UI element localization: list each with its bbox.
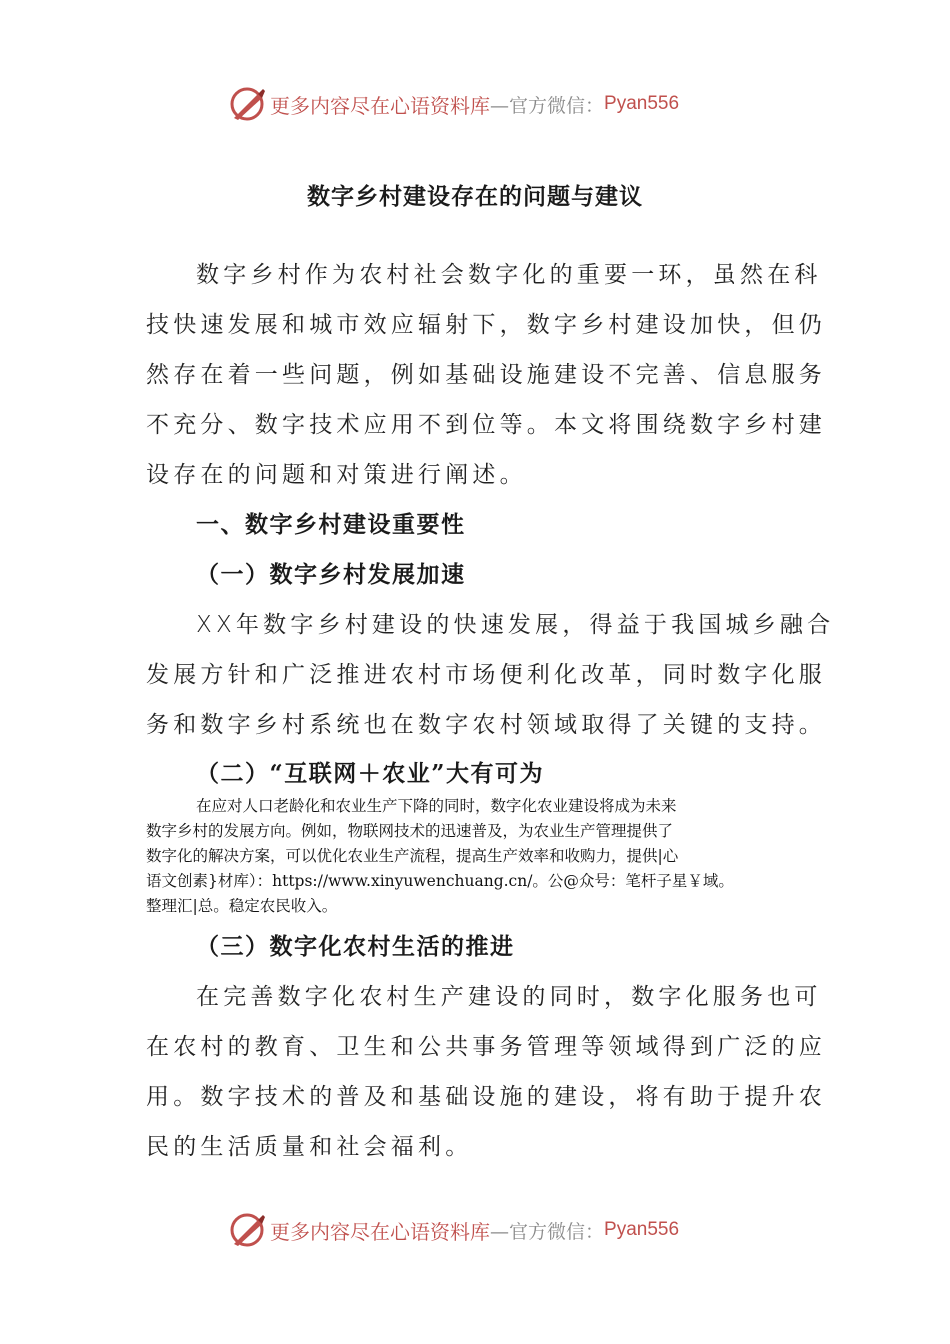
paragraph-line: 然存在着一些问题，例如基础设施建设不完善、信息服务	[146, 362, 826, 388]
banner-main-text: 更多内容尽在心语资料库	[270, 93, 490, 118]
paragraph-line: 在完善数字化农村生产建设的同时，数字化服务也可	[196, 984, 822, 1010]
paragraph-line: 数字乡村的发展方向。例如，物联网技术的迅速普及，为农业生产管理提供了	[146, 822, 674, 840]
paragraph-line: 务和数字乡村系统也在数字农村领域取得了关键的支持。	[146, 712, 826, 738]
paragraph-line: 整理汇|总。稳定农民收入。	[146, 897, 338, 915]
page-title: 数字乡村建设存在的问题与建议	[307, 183, 643, 210]
paragraph-line: 民的生活质量和社会福利。	[146, 1134, 473, 1160]
paragraph-line: XX年数字乡村建设的快速发展，得益于我国城乡融合	[196, 612, 835, 638]
header-banner	[228, 84, 748, 124]
paragraph-line: 数字化的解决方案，可以优化农业生产流程，提高生产效率和收购力，提供|心	[146, 847, 679, 865]
paragraph-line: 设存在的问题和对策进行阐述。	[146, 462, 527, 488]
banner-wechat-id: Pyan556	[604, 1219, 680, 1240]
paragraph-line: 不充分、数字技术应用不到位等。本文将围绕数字乡村建	[146, 412, 826, 438]
paragraph-line: 发展方针和广泛推进农村市场便利化改革，同时数字化服	[146, 662, 826, 688]
subsection-heading: （二）“互联网＋农业”大有可为	[196, 760, 544, 787]
subsection-heading: （一）数字乡村发展加速	[196, 561, 466, 588]
banner-main-text: 更多内容尽在心语资料库	[270, 1219, 490, 1244]
pen-in-circle-icon	[228, 1211, 266, 1249]
paragraph-line: 数字乡村作为农村社会数字化的重要一环，虽然在科	[196, 262, 822, 288]
footer-banner	[228, 1210, 748, 1250]
paragraph-line: 技快速发展和城市效应辐射下，数字乡村建设加快，但仍	[146, 312, 826, 338]
paragraph-line: 在农村的教育、卫生和公共事务管理等领域得到广泛的应	[146, 1034, 826, 1060]
banner-dash-text: —官方微信：	[490, 94, 605, 117]
banner-wechat-id: Pyan556	[604, 93, 680, 114]
banner-dash-text: —官方微信：	[490, 1220, 605, 1243]
paragraph-line: 在应对人口老龄化和农业生产下降的同时，数字化农业建设将成为未来	[196, 797, 677, 815]
section-heading: 一、数字乡村建设重要性	[196, 511, 466, 538]
subsection-heading: （三）数字化农村生活的推进	[196, 933, 515, 960]
paragraph-line: 语文创素}材库）：https://www.xinyuwenchuang.cn/。公@众号：笔杆子星￥域。	[146, 872, 734, 890]
pen-in-circle-icon	[228, 85, 266, 123]
paragraph-line: 用。数字技术的普及和基础设施的建设，将有助于提升农	[146, 1084, 826, 1110]
